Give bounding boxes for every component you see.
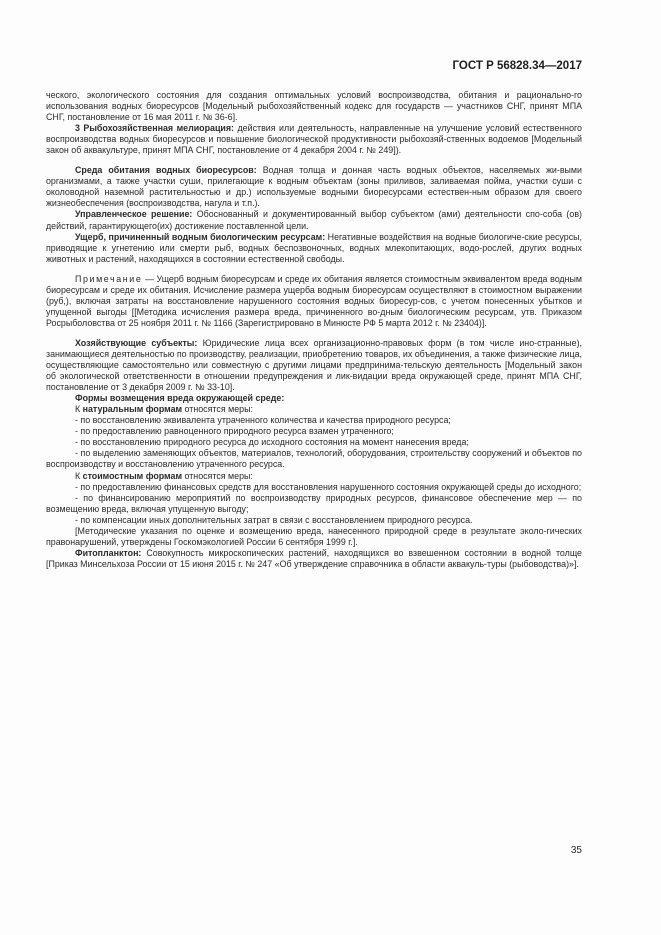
intro-prefix: К: [75, 470, 83, 481]
note-label: Примечание: [75, 273, 143, 284]
document-code-header: ГОСТ Р 56828.34—2017: [452, 60, 582, 72]
term-phytoplankton: [46, 548, 582, 570]
term-heading: Формы возмещения вреда окружающей среде:: [75, 393, 285, 404]
list-item: - по восстановлению эквивалента утраченного количества и качества природного ресурса;: [75, 415, 451, 426]
term-definition: действия или деятельность, направленные на улучшение условий естественного воспроизводства водных биоресурсов и повышение биологической продуктивности рыбохозяй-ственных водоемов [Модельный закон об аквакультуре, принят МПА СНГ, постановление от 4 декабря 2004 г. № 249]).: [46, 123, 582, 156]
term-definition: Совокупность микроскопических растений, находящихся во взвешенном состоянии в водной толще [Приказ Минсельхоза России от 15 июня 2015 г. № 247 «Об утверждение справочника в области аквакуль-туры (рыбоводства)»].: [46, 547, 582, 569]
list-item: - по предоставлению равноценного природного ресурса взамен утраченного;: [75, 426, 394, 437]
source-reference: [Методические указания по оценке и возмещению вреда, нанесенного природной среде в результате эколо-гических правонарушений, утверждены Госкомэкологией России 6 сентября 1999 г.].: [46, 525, 582, 547]
term-definition: Негативные воздействия на водные биологиче-ские ресурсы, приводящие к угнетению или смерти рыб, водных беспозвоночных, водных млекопитающих, водо-рослей, других водных животных и растений, находящихся в состоянии естественной свободы.: [46, 231, 582, 264]
intro-prefix: К: [75, 404, 83, 415]
list-item: - по финансированию мероприятий по воспроизводству природных ресурсов, финансовое обеспечение мер — по возмещению вреда, включая упущенную выгоду;: [46, 492, 582, 514]
list-item: - по компенсации иных дополнительных затрат в связи с восстановлением природного ресурса.: [75, 514, 473, 525]
list-item: - по выделению заменяющих объектов, материалов, технологий, оборудования, строительству сооружений и объектов по воспроизводству и восстановлению утраченного ресурса.: [46, 448, 582, 470]
term-definition: Юридические лица всех организационно-правовых форм (в том числе ино-странные), занимающиеся деятельностью по производству, реализации, приобретению товаров, их объединения, а также физические лица, осуществляющие самостоятельно или совместную с другими лицами предпринима-тельскую деятельность [Модельный закон об экологической ответственности в отношении предупреждения и лик-видации вреда окружающей среде, принят МПА СНГ, постановление от 3 декабря 2009 г. № 33-10].: [46, 337, 582, 393]
term-fishery-melioration: [46, 123, 582, 156]
term-definition: Водная толща и донная часть водных объектов, населяемых жи-выми организмами, а также участки суши, прилегающие к водным объектам (зоны приливов, заливаемая пойма, участки суши с околоводной наземной растительностью и др.) используемые водными биоресурсами естествен-ным образом для своего жизнеобеспечения (воспроизводства, нагула и т.п.).: [46, 165, 582, 209]
cost-forms-intro: [46, 471, 582, 482]
term-heading: Фитопланктон:: [75, 547, 142, 558]
term-compensation-forms: [46, 393, 582, 404]
list-item: - по предоставлению финансовых средств для восстановления нарушенного состояния окружающей среды до исходного;: [75, 481, 582, 492]
note-paragraph: [46, 274, 582, 329]
term-heading: Хозяйствующие субъекты:: [75, 337, 198, 348]
term-habitat: [46, 165, 582, 209]
term-heading: Ущерб, причиненный водным биологическим ресурсам:: [75, 231, 326, 242]
intro-suffix: относятся меры:: [182, 470, 253, 481]
term-heading: Управленческое решение:: [75, 209, 193, 220]
note-text: — Ущерб водным биоресурсам и среде их обитания является стоимостным эквивалентом вреда водным биоресурсам и среде их обитания. Исчисление размера ущерба водным биоресурсам осуществляют в стоимостном выражении (руб,), включая затраты на восстановление нарушенного состояния водных биоресур-сов, с учетом понесенных убытков и упущенной выгоды [[Методика исчисления размера вреда, причиненного во-дным биологическим ресурсам, утв. Приказом Росрыболовства от 25 ноября 2011 г. № 1166 (Зарегистрировано в Минюсте РФ 5 марта 2012 г. № 23404)].: [46, 273, 582, 328]
list-item: - по восстановлению природного ресурса до исходного состояния на момент нанесения вреда;: [75, 437, 469, 448]
document-body: [46, 90, 582, 570]
intro-suffix: относятся меры:: [182, 404, 253, 415]
term-heading: 3 Рыбохозяйственная мелиорация:: [75, 123, 234, 134]
page-number: 35: [570, 845, 582, 856]
term-economic-entities: [46, 338, 582, 393]
term-damage: [46, 232, 582, 265]
term-definition: Обоснованный и документированный выбор субъектом (ами) деятельности спо-соба (ов) действий, гарантирующего(их) достижение поставленной цели.: [46, 209, 582, 231]
term-heading: стоимостным формам: [82, 470, 183, 481]
natural-forms-intro: [46, 404, 582, 415]
term-heading: Среда обитания водных биоресурсов:: [75, 165, 257, 176]
term-heading: натуральным формам: [82, 404, 183, 415]
continued-paragraph: ческого, экологического состояния для создания оптимальных условий воспроизводства, обитания и рационально-го использования водных биоресурсов [Модельный рыбохозяйственный кодекс для государств — участников СНГ, принят МПА СНГ, постановление от 16 мая 2011 г. № 36-6].: [46, 90, 582, 123]
term-management-decision: [46, 209, 582, 231]
